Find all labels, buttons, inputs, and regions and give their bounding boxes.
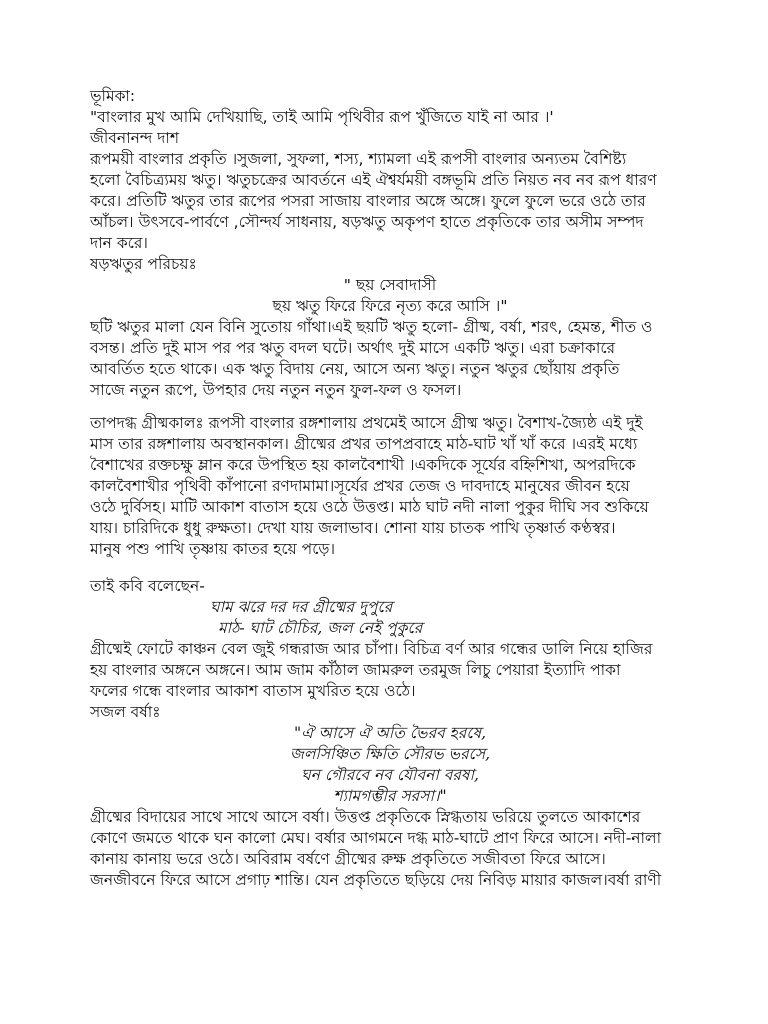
paragraph-line: বৈশাখের রক্তচক্ষু ম্লান করে উপস্থিত হয় কালবৈশাখী ।একদিকে সূর্যের বহ্নিশিখা, অপরদিকে [90, 456, 636, 474]
intro-heading: ভূমিকা: [90, 87, 136, 105]
paragraph-line: ফলের গন্ধে বাংলার আকাশ বাতাস মুখরিত হয়ে ওঠে। [90, 682, 416, 700]
paragraph-line: তাপদগ্ধ গ্রীষ্মকালঃ রূপসী বাংলার রঙ্গশালায় প্রথমেই আসে গ্রীষ্ম ঋতু। বৈশাখ-জ্যৈষ্ঠ এই দুই [90, 414, 643, 432]
paragraph-line: যায়। চারিদিকে ধুধু রুক্ষতা। দেখা যায় জলাভাব। শোনা যায় চাতক পাখি তৃষ্ণার্ত কণ্ঠস্বর। [90, 519, 616, 537]
paragraph-line: মানুষ পশু পাখি তৃষ্ণায় কাতর হয়ে পড়ে। [90, 540, 336, 558]
poem-rain [90, 723, 690, 807]
paragraph-line: ছটি ঋতুর মালা যেন বিনি সুতোয় গাঁথা।এই ছয়টি ঋতু হলো- গ্রীষ্ম, বর্ষা, শরৎ, হেমন্ত, শীত ও [90, 318, 653, 336]
opening-quote: "বাংলার মুখ আমি দেখিয়াছি, তাই আমি পৃথিবীর রূপ খুঁজিতে যাই না আর ।' [90, 108, 554, 126]
paragraph-line: হয় বাংলার অঙ্গনে অঙ্গনে। আম জাম কাঁঠাল জামরুল তরমুজ লিচু পেয়ারা ইত্যাদি পাকা [90, 661, 621, 679]
paragraph-line: হলো বৈচিত্র্যময় ঋতু। ঋতুচক্রের আবর্তনে এই ঐশ্বর্যময়ী বঙ্গভূমি প্রতি নিয়ত নব নব রূপ ধারণ [90, 171, 657, 189]
paragraph-line: আঁচল। উৎসবে-পার্বণে ,সৌন্দর্য সাধনায়, ষড়ঋতু অকৃপণ হাতে প্রকৃতিকে তার অসীম সম্পদ [90, 213, 644, 231]
quote-author: জীবনানন্দ দাশ [90, 129, 180, 147]
paragraph-line: জনজীবনে ফিরে আসে প্রগাঢ় শান্তি। যেন প্রকৃতিতে ছড়িয়ে দেয় নিবিড় মায়ার কাজল।বর্ষা রাণী [90, 871, 662, 889]
paragraph-line: কোণে জমতে থাকে ঘন কালো মেঘ। বর্ষার আগমনে দগ্ধ মাঠ-ঘাটে প্রাণ ফিরে আসে। নদী-নালা [90, 829, 662, 847]
poem-line: "ঐ আসে ঐ অতি ভৈরব হরষে, [293, 724, 487, 742]
paragraph-line: রূপময়ী বাংলার প্রকৃতি ।সুজলা, সুফলা, শস্য, শ্যামলা এই রূপসী বাংলার অন্যতম বৈশিষ্ট্য [90, 150, 627, 168]
poem-line: ঘন গৌরবে নব যৌবনা বরষা, [301, 766, 479, 784]
paragraph-line: কালবৈশাখীর পৃথিবী কাঁপানো রণদামামা।সূর্যের প্রখর তেজ ও দাবদাহে মানুষের জীবন হয়ে [90, 477, 630, 495]
poem-line: ঘাম ঝরে দর দর গ্রীষ্মের দুপুরে [210, 598, 393, 616]
poem-summer [90, 597, 690, 639]
summer-paragraph [90, 413, 690, 560]
paragraph-line: গ্রীষ্মের বিদায়ের সাথে সাথে আসে বর্ষা। উত্তপ্ত প্রকৃতিকে স্নিগ্ধতায় ভরিয়ে তুলতে আকাশের [90, 808, 641, 826]
paragraph-line: করে। প্রতিটি ঋতুর তার রূপের পসরা সাজায় বাংলার অঙ্গে অঙ্গে। ফুলে ফুলে ভরে ওঠে তার [90, 192, 646, 210]
paragraph-line: সাজে নতুন রূপে, উপহার দেয় নতুন নতুন ফুল-ফল ও ফসল। [90, 381, 462, 399]
paragraph-line: বসন্ত। প্রতি দুই মাস পর পর ঋতু বদল ঘটে। অর্থাৎ দুই মাসে একটি ঋতু। এরা চক্রাকারে [90, 339, 616, 357]
paragraph-line: মাস তার রঙ্গশালায় অবস্থানকাল। গ্রীষ্মের প্রখর তাপপ্রবাহে মাঠ-ঘাট খাঁ খাঁ করে ।এরই মধ্যে [90, 435, 638, 453]
paragraph-line: গ্রীষ্মেই ফোটে কাঞ্চন বেল জুই গন্ধরাজ আর চাঁপা। বিচিত্র বর্ণ আর গন্ধের ডালি নিয়ে হাজির [90, 640, 653, 658]
paragraph-line: কানায় কানায় ভরে ওঠে। অবিরাম বর্ষণে গ্রীষ্মের রুক্ষ প্রকৃতিতে সজীবতা ফিরে আসে। [90, 850, 606, 868]
poet-says-line: তাই কবি বলেছেন- [90, 577, 205, 595]
document-page [90, 86, 690, 891]
seasons-paragraph [90, 317, 690, 401]
paragraph-line: আবর্তিত হতে থাকে। এক ঋতু বিদায় নেয়, আসে অন্য ঋতু। নতুন ঋতুর ছোঁয়ায় প্রকৃতি [90, 360, 620, 378]
paragraph-line: ওঠে দুর্বিসহ। মাটি আকাশ বাতাস হয়ে ওঠে উত্তপ্ত। মাঠ ঘাট নদী নালা পুকুর দীঘি সব শুকিয়ে [90, 498, 649, 516]
poem-line: শ্যামগম্ভীর সরসা।" [333, 787, 447, 805]
poem-line: জলসিঞ্চিত ক্ষিতি সৌরভ ভরসে, [289, 745, 491, 763]
rain-heading: সজল বর্ষাঃ [90, 703, 161, 721]
rain-paragraph [90, 807, 690, 891]
poem-line: " ছয় সেবাদাসী [343, 276, 437, 294]
intro-paragraph [90, 149, 690, 254]
paragraph-line: দান করে। [90, 234, 148, 252]
seasons-heading: ষড়ঋতুর পরিচয়ঃ [90, 255, 197, 273]
poem-line: ছয় ঋতু ফিরে ফিরে নৃত্য করে আসি ।" [272, 297, 508, 315]
poem-six-seasons [90, 275, 690, 317]
poem-line: মাঠ- ঘাট চৌচির, জল নেই পুকুরে [218, 619, 423, 637]
summer-flowers-paragraph [90, 639, 690, 702]
